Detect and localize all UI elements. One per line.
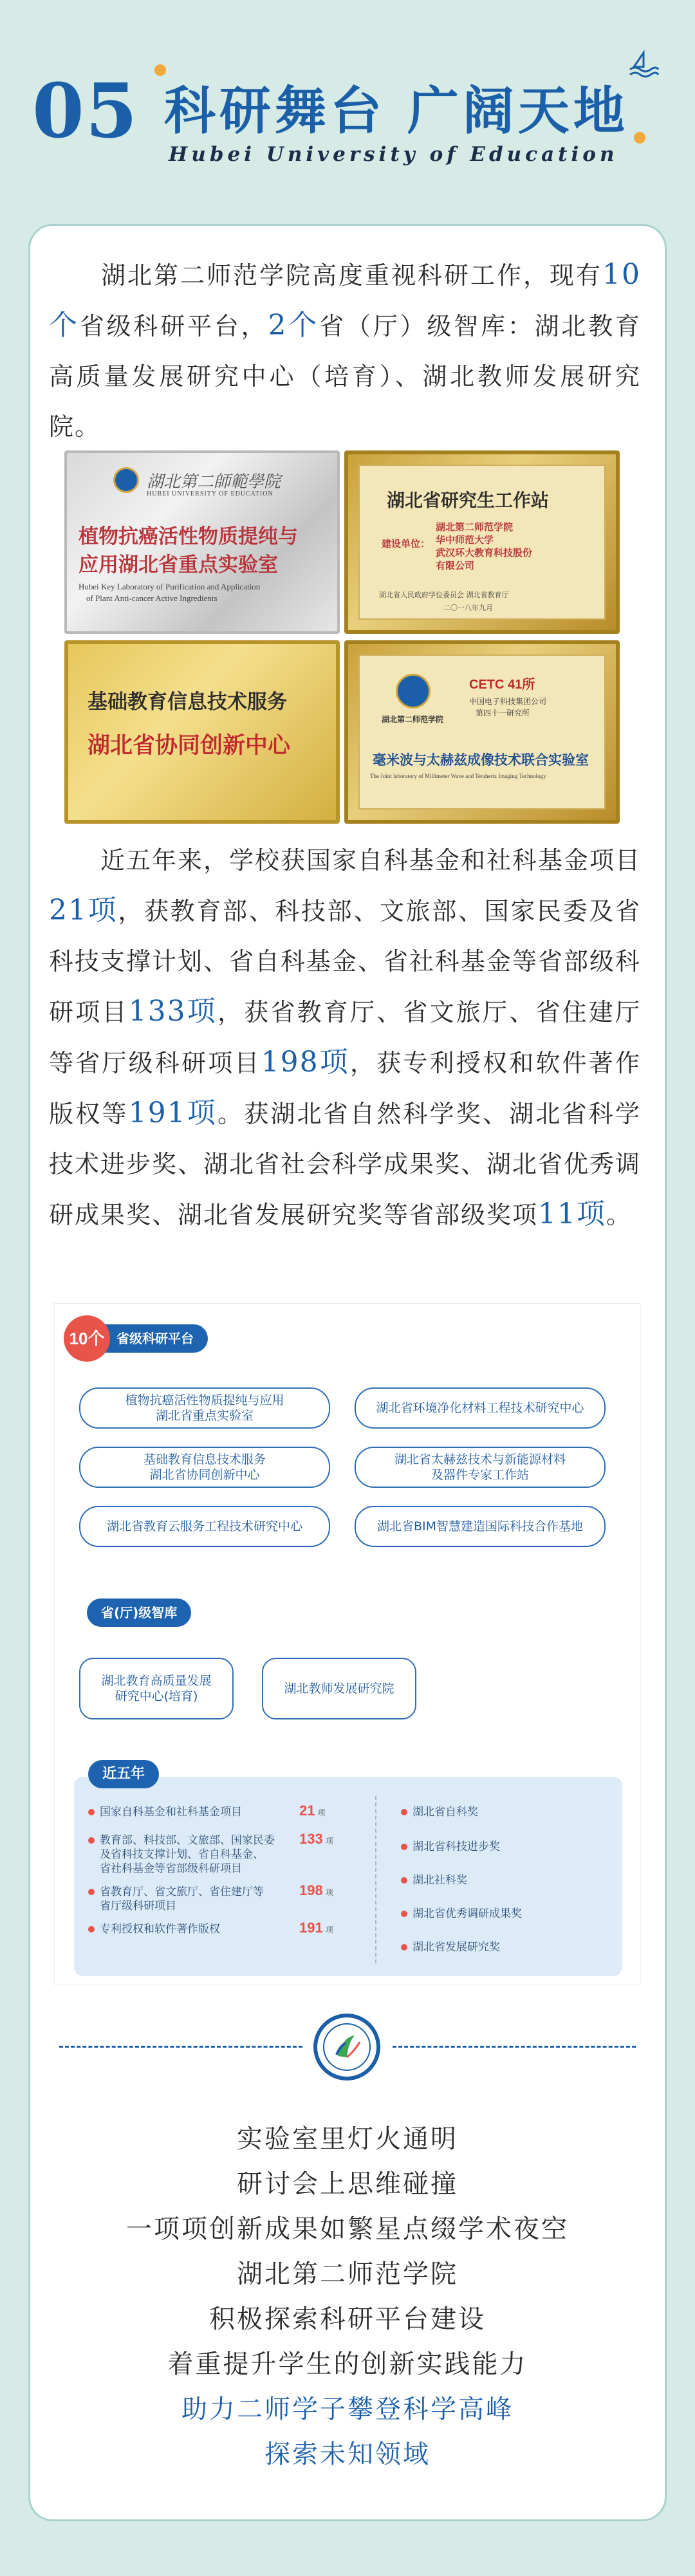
platform-item: 基础教育信息技术服务 湖北省协同创新中心 [79, 1447, 330, 1488]
stat-value: 191 项 [299, 1920, 333, 1936]
platforms-heading: 省级科研平台 [87, 1324, 208, 1353]
plaque-key-lab: 湖北第二師範學院 HUBEI UNIVERSITY OF EDUCATION 植物抗癌活性物质提纯与 应用湖北省重点实验室 Hubei Key Laboratory of Purification and Application of Plant Anti-cancer Active Ingredients [64, 450, 340, 634]
department-project-count: 198项 [261, 1046, 350, 1079]
poem-line: 实验室里灯火通明 [237, 2124, 458, 2154]
award-item: 湖北省科技进步奖 [412, 1840, 500, 1853]
poem-line: 研讨会上思维碰撞 [237, 2169, 458, 2199]
university-emblem-icon [313, 2014, 380, 2080]
platform-item: 湖北省教育云服务工程技术研究中心 [79, 1506, 330, 1547]
award-item: 湖北省自科奖 [412, 1806, 478, 1819]
recent-heading: 近五年 [88, 1760, 159, 1788]
stat-value: 21 项 [299, 1802, 326, 1819]
stat-item: 国家自科基金和社科基金项目 [100, 1806, 242, 1819]
poem-line-highlight: 助力二师学子攀登科学高峰 [181, 2395, 514, 2424]
award-count: 11项 [538, 1198, 607, 1230]
decorative-dot [634, 132, 645, 144]
thinktank-heading: 省(厅)级智库 [87, 1598, 191, 1627]
plaque-graduate-workstation: 湖北省研究生工作站 建设单位： 湖北第二师范学院 华中师范大学 武汉环大教育科技股份 有限公司 湖北省人民政府学位委员会 湖北省教育厅 二〇一八年九月 [344, 450, 620, 634]
stat-item: 专利授权和软件著作版权 [100, 1923, 220, 1936]
platform-count: 10个 [49, 258, 641, 342]
platform-count-badge: 10个 [64, 1315, 110, 1362]
poem-line: 着重提升学生的创新实践能力 [167, 2349, 528, 2379]
award-item: 湖北省发展研究奖 [412, 1941, 500, 1954]
poem-line: 湖北第二师范学院 [237, 2259, 458, 2289]
thinktank-count: 2个 [268, 309, 320, 342]
plaque-joint-lab: 湖北第二师范学院 CETC 41所 中国电子科技集团公司 第四十一研究所 毫米波与太赫兹成像技术联合实验室 The Joint laboratory of Millimeter Wave and Terahertz Imaging Technology [344, 640, 620, 824]
intro-paragraph: 湖北第二师范学院高度重视科研工作，现有10个省级科研平台，2个省（厅）级智库：湖北教育高质量发展研究中心（培育）、湖北教师发展研究院。 [49, 258, 641, 441]
divider [375, 1796, 376, 1963]
award-item: 湖北社科奖 [412, 1874, 467, 1887]
platform-item: 湖北省环境净化材料工程技术研究中心 [355, 1387, 606, 1429]
provincial-project-count: 133项 [128, 995, 218, 1028]
boat-wave-icon [627, 50, 660, 79]
platform-item: 湖北省太赫兹技术与新能源材料 及器件专家工作站 [355, 1447, 606, 1488]
poem-line: 积极探索科研平台建设 [209, 2304, 486, 2334]
university-logo-icon [396, 674, 431, 709]
stat-item: 教育部、科技部、文旅部、国家民委 及省科技支撑计划、省自科基金、 省社科基金等省部级科研项目 [100, 1834, 275, 1875]
section-number: 05 [32, 68, 139, 155]
thinktank-item: 湖北教师发展研究院 [262, 1658, 416, 1719]
patent-count: 191项 [128, 1097, 218, 1129]
plaque-innovation-center: 基础教育信息技术服务 湖北省协同创新中心 [64, 640, 340, 824]
poem-line: 一项项创新成果如繁星点缀学术夜空 [126, 2214, 569, 2244]
platform-item: 湖北省BIM智慧建造国际科技合作基地 [355, 1506, 606, 1547]
section-header [0, 0, 695, 212]
thinktank-item: 湖北教育高质量发展 研究中心(培育) [79, 1658, 234, 1719]
section-title: 科研舞台 广阔天地 [164, 80, 629, 141]
research-infographic [54, 1303, 641, 1985]
platform-item: 植物抗癌活性物质提纯与应用 湖北省重点实验室 [79, 1387, 330, 1429]
award-item: 湖北省优秀调研成果奖 [412, 1907, 522, 1920]
divider-left [59, 2046, 302, 2048]
research-stats-paragraph: 近五年来，学校获国家自科基金和社科基金项目21项，获教育部、科技部、文旅部、国家民委及省科技支撑计划、省自科基金、省社科基金等省部级科研项目133项，获省教育厅、省文旅厅、省住建厅等省厅级科研项目198项，获专利授权和软件著作版权等191项。获湖北省自然科学奖、湖北省科学技术进步奖、湖北省社会科学成果奖、湖北省优秀调研成果奖、湖北省发展研究奖等省部级奖项11项。 [49, 846, 642, 1230]
divider-right [393, 2046, 636, 2048]
stat-value: 198 项 [299, 1882, 333, 1898]
stat-item: 省教育厅、省文旅厅、省住建厅等 省厅级科研项目 [100, 1886, 264, 1913]
poem-line-highlight: 探索未知领域 [264, 2440, 431, 2469]
national-fund-count: 21项 [49, 894, 118, 927]
stat-value: 133 项 [299, 1831, 333, 1847]
recent-stats-panel [74, 1766, 622, 1976]
university-logo-icon [113, 467, 139, 493]
section-subtitle: Hubei University of Education [169, 143, 618, 166]
